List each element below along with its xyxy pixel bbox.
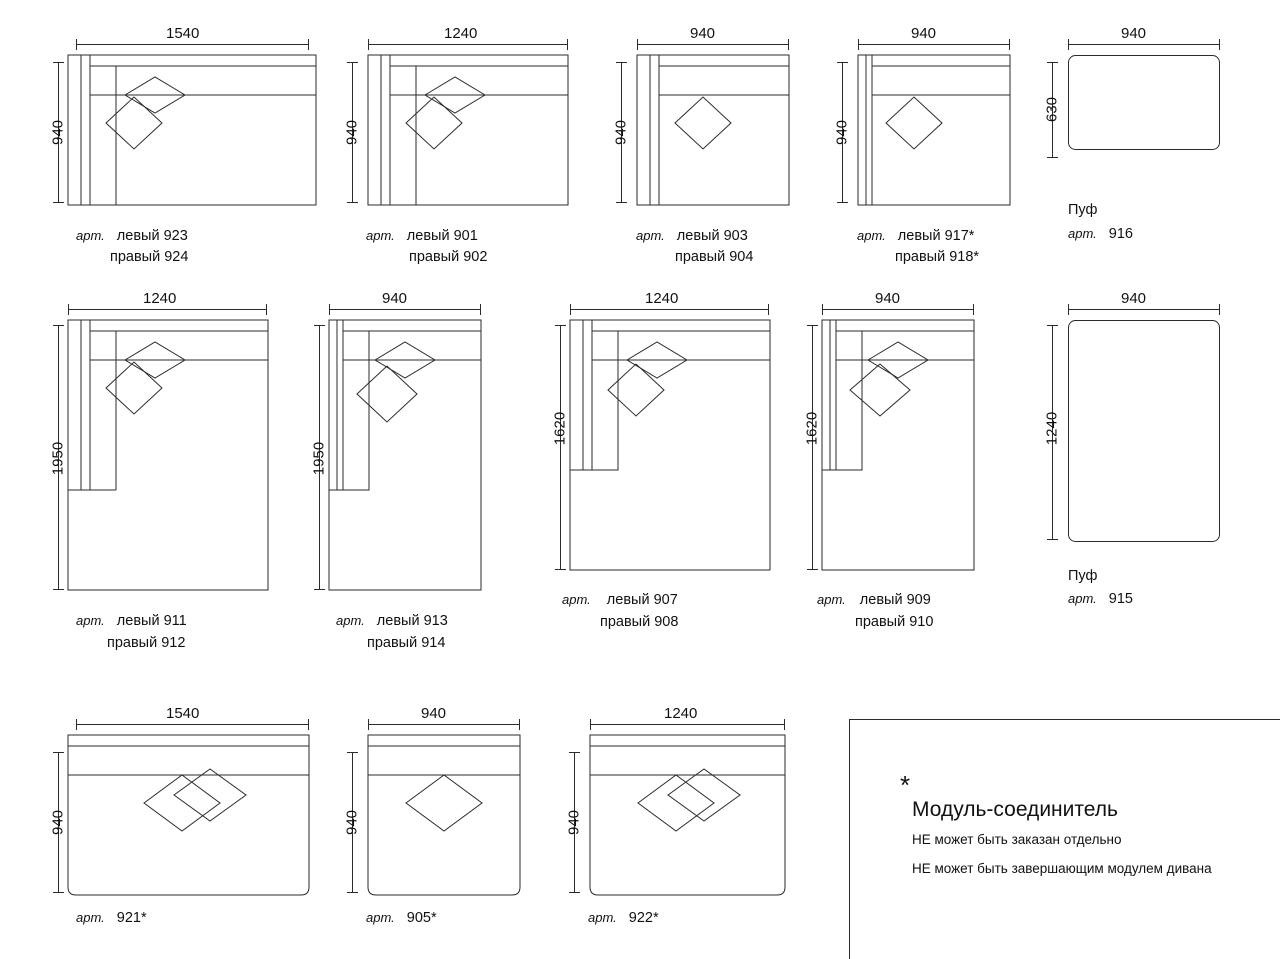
dim-line-top-903 [637, 44, 789, 45]
dim-tick-left-913 [329, 304, 330, 315]
module-chaise-909-910 [822, 320, 974, 570]
dim-tick-left-923 [76, 39, 77, 50]
dim-tick-bot-917 [837, 202, 848, 203]
left-label-909: левый 909 [859, 592, 931, 608]
dim-line-top-913 [329, 309, 481, 310]
caption-907-right [600, 614, 678, 630]
note-line-2: НЕ может быть завершающим модулем дивана [912, 861, 1212, 876]
left-label-907: левый 907 [606, 592, 678, 608]
caption-903-art [636, 228, 748, 244]
dim-tick-bot-901 [347, 202, 358, 203]
dim-tick-top-911 [53, 325, 64, 326]
dim-depth-922: 940 [565, 809, 583, 836]
caption-913-art [336, 613, 448, 629]
module-connector-917-918 [858, 55, 1010, 205]
dim-line-top-917 [858, 44, 1010, 45]
right-label-924: правый 924 [110, 249, 189, 265]
art-label-913: арт. [336, 613, 365, 628]
caption-917-right [895, 249, 979, 265]
dim-width-916: 940 [1121, 25, 1147, 42]
dim-tick-bot-903 [616, 202, 627, 203]
module-corner-sofa-903-904 [637, 55, 789, 205]
caption-903-right [675, 249, 753, 265]
art-label-907: арт. [562, 592, 591, 607]
dim-tick-right-905 [519, 719, 520, 730]
art-label-923: арт. [76, 228, 105, 243]
dim-depth-921: 940 [49, 809, 67, 836]
right-label-918: правый 918* [895, 249, 980, 265]
dim-width-911: 1240 [143, 290, 177, 307]
caption-922-art [588, 910, 659, 926]
left-label-917: левый 917* [897, 228, 975, 244]
right-label-908: правый 908 [600, 614, 679, 630]
dim-tick-bot-913 [314, 589, 325, 590]
left-label-913: левый 913 [376, 613, 448, 629]
dim-width-915: 940 [1121, 290, 1147, 307]
dim-tick-top-921 [53, 752, 64, 753]
module-pouf-915 [1068, 320, 1220, 542]
caption-907-art [562, 592, 678, 608]
module-chaise-907-908 [570, 320, 770, 570]
pouf-title-916: Пуф [1068, 202, 1098, 218]
dim-width-907: 1240 [645, 290, 679, 307]
dim-tick-right-903 [788, 39, 789, 50]
dim-width-913: 940 [382, 290, 408, 307]
code-921: 921* [116, 910, 147, 926]
dim-tick-left-911 [68, 304, 69, 315]
dim-tick-top-916 [1047, 62, 1058, 63]
caption-pouf-916-title [1068, 202, 1097, 218]
module-pouf-916 [1068, 55, 1220, 150]
dim-line-top-907 [570, 309, 769, 310]
dim-width-921: 1540 [166, 705, 200, 722]
module-corner-sofa-923-924 [68, 55, 316, 205]
note-line-1: НЕ может быть заказан отдельно [912, 832, 1122, 847]
code-905: 905* [406, 910, 437, 926]
dim-width-917: 940 [911, 25, 937, 42]
right-label-914: правый 914 [367, 635, 446, 651]
caption-917-art [857, 228, 974, 244]
dim-tick-top-901 [347, 62, 358, 63]
caption-905-art [366, 910, 437, 926]
dim-tick-top-905 [347, 752, 358, 753]
dim-tick-right-901 [567, 39, 568, 50]
dim-line-top-909 [822, 309, 974, 310]
dim-line-top-923 [76, 44, 309, 45]
caption-909-art [817, 592, 931, 608]
right-label-904: правый 904 [675, 249, 754, 265]
dim-tick-top-915 [1047, 325, 1058, 326]
dim-tick-top-922 [569, 752, 580, 753]
dim-tick-top-909 [807, 325, 818, 326]
caption-923-art [76, 228, 188, 244]
art-label-903: арт. [636, 228, 665, 243]
caption-901-right [409, 249, 487, 265]
dim-tick-bot-922 [569, 892, 580, 893]
left-label-911: левый 911 [116, 613, 187, 629]
dim-line-top-921 [76, 724, 309, 725]
code-916: 916 [1108, 226, 1133, 242]
dim-tick-bot-923 [53, 202, 64, 203]
dim-depth-916: 630 [1043, 96, 1061, 123]
dim-depth-913: 1950 [310, 441, 328, 476]
art-label-909: арт. [817, 592, 846, 607]
dim-tick-bot-915 [1047, 539, 1058, 540]
code-922: 922* [628, 910, 659, 926]
dim-tick-left-922 [590, 719, 591, 730]
dim-tick-right-917 [1009, 39, 1010, 50]
dim-depth-915: 1240 [1043, 411, 1061, 446]
left-label-923: левый 923 [116, 228, 188, 244]
code-915: 915 [1108, 591, 1133, 607]
dim-tick-left-903 [637, 39, 638, 50]
art-label-905: арт. [366, 910, 395, 925]
left-label-903: левый 903 [676, 228, 748, 244]
dim-width-922: 1240 [664, 705, 698, 722]
dim-tick-left-916 [1068, 39, 1069, 50]
caption-923-right [110, 249, 188, 265]
dim-depth-909: 1620 [803, 411, 821, 446]
module-chaise-911-912 [68, 320, 268, 590]
asterisk-icon: * [900, 770, 911, 800]
art-label-915: арт. [1068, 591, 1097, 606]
art-label-922: арт. [588, 910, 617, 925]
caption-901-art [366, 228, 478, 244]
dim-tick-left-915 [1068, 304, 1069, 315]
dim-depth-911: 1950 [49, 441, 67, 476]
left-label-901: левый 901 [406, 228, 478, 244]
caption-909-right [855, 614, 933, 630]
dim-width-909: 940 [875, 290, 901, 307]
module-connector-921 [68, 735, 309, 895]
dim-tick-top-923 [53, 62, 64, 63]
dim-tick-top-907 [555, 325, 566, 326]
dim-line-top-915 [1068, 309, 1220, 310]
dim-tick-right-923 [308, 39, 309, 50]
dim-width-905: 940 [421, 705, 447, 722]
dim-tick-right-915 [1219, 304, 1220, 315]
dim-tick-right-907 [768, 304, 769, 315]
art-label-911: арт. [76, 613, 105, 628]
dim-tick-right-921 [308, 719, 309, 730]
right-label-912: правый 912 [107, 635, 186, 651]
dim-tick-bot-921 [53, 892, 64, 893]
dim-tick-top-903 [616, 62, 627, 63]
dim-tick-bot-905 [347, 892, 358, 893]
module-connector-922 [590, 735, 785, 895]
dim-tick-bot-916 [1047, 157, 1058, 158]
dim-width-923: 1540 [166, 25, 200, 42]
dim-depth-923: 940 [49, 119, 67, 146]
dim-tick-right-916 [1219, 39, 1220, 50]
dim-depth-907: 1620 [551, 411, 569, 446]
caption-921-art [76, 910, 147, 926]
caption-913-right [367, 635, 445, 651]
dim-depth-901: 940 [343, 119, 361, 146]
dim-tick-right-911 [266, 304, 267, 315]
dim-line-top-916 [1068, 44, 1220, 45]
dim-tick-right-909 [973, 304, 974, 315]
dim-tick-bot-911 [53, 589, 64, 590]
right-label-910: правый 910 [855, 614, 934, 630]
dim-tick-top-917 [837, 62, 848, 63]
dim-tick-left-905 [368, 719, 369, 730]
dim-tick-left-901 [368, 39, 369, 50]
dim-tick-right-922 [784, 719, 785, 730]
dim-line-top-901 [368, 44, 567, 45]
dim-width-901: 1240 [444, 25, 478, 42]
module-corner-sofa-901-902 [368, 55, 568, 205]
dim-tick-left-909 [822, 304, 823, 315]
dim-tick-left-921 [76, 719, 77, 730]
dim-depth-905: 940 [343, 809, 361, 836]
dim-tick-left-907 [570, 304, 571, 315]
dim-tick-top-913 [314, 325, 325, 326]
dim-tick-bot-907 [555, 569, 566, 570]
dim-depth-903: 940 [612, 119, 630, 146]
dim-line-top-905 [368, 724, 520, 725]
caption-911-art [76, 613, 187, 629]
pouf-title-915: Пуф [1068, 568, 1098, 584]
module-chaise-913-914 [329, 320, 481, 590]
art-label-921: арт. [76, 910, 105, 925]
dim-width-903: 940 [690, 25, 716, 42]
dim-tick-bot-909 [807, 569, 818, 570]
art-label-901: арт. [366, 228, 395, 243]
caption-911-right [107, 635, 185, 651]
caption-pouf-916-art [1068, 226, 1133, 242]
dim-line-top-911 [68, 309, 267, 310]
note-title: Модуль-соединитель [912, 798, 1118, 821]
dim-line-top-922 [590, 724, 785, 725]
caption-pouf-915-title [1068, 568, 1097, 584]
dim-tick-right-913 [480, 304, 481, 315]
art-label-916: арт. [1068, 226, 1097, 241]
right-label-902: правый 902 [409, 249, 488, 265]
art-label-917: арт. [857, 228, 886, 243]
dim-tick-left-917 [858, 39, 859, 50]
module-connector-905 [368, 735, 520, 895]
dim-depth-917: 940 [833, 119, 851, 146]
caption-pouf-915-art [1068, 591, 1133, 607]
